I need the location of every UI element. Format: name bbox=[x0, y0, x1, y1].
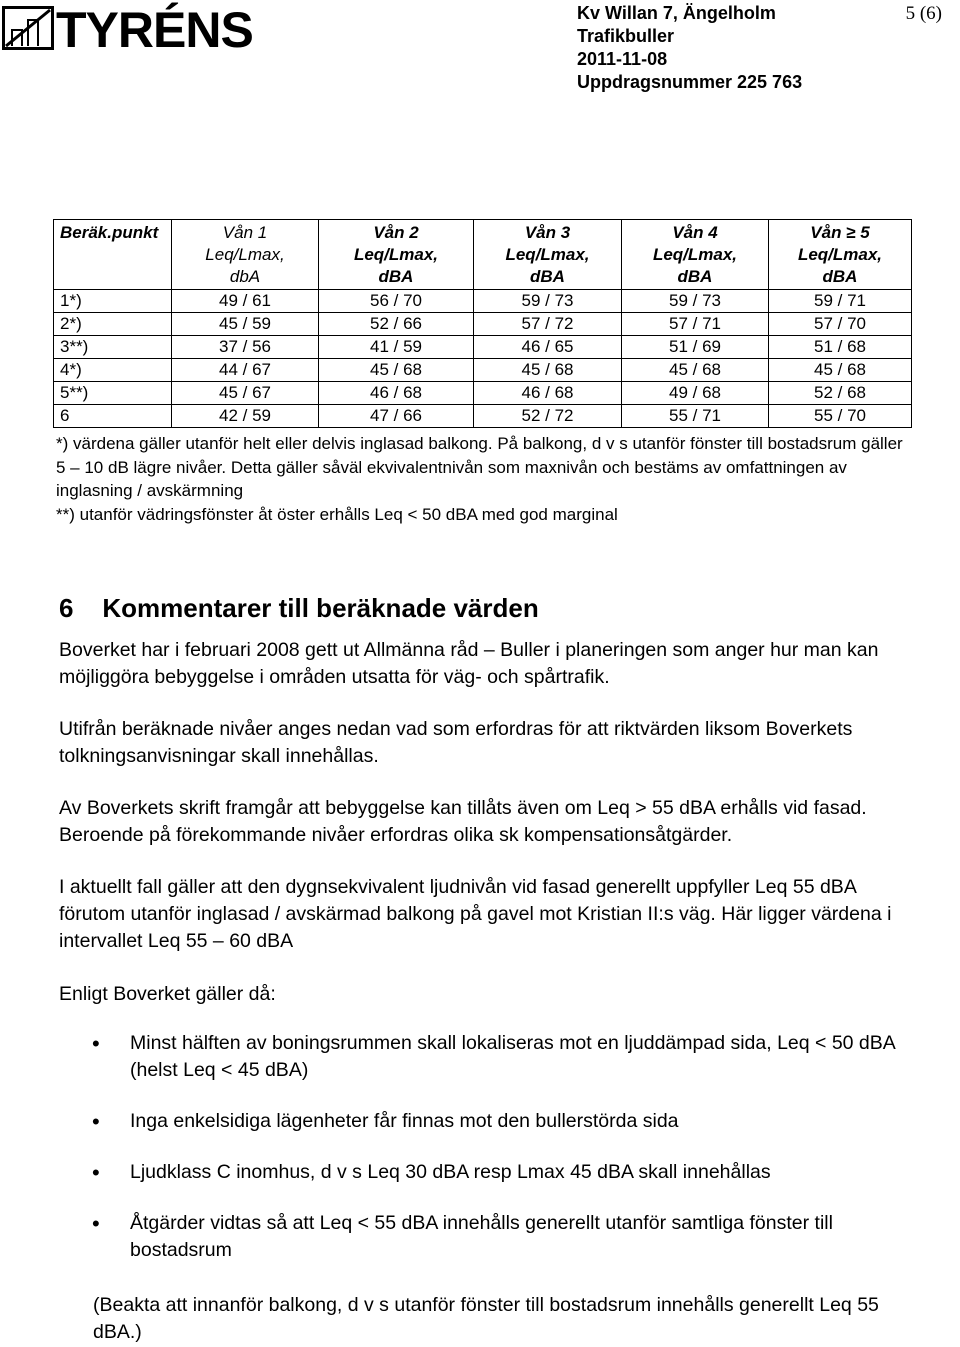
calc-point-cell: 4*) bbox=[54, 359, 172, 382]
level-cell: 45 / 68 bbox=[474, 359, 622, 382]
level-cell: 49 / 68 bbox=[622, 382, 769, 405]
column-header: Vån 4 Leq/Lmax, dBA bbox=[622, 220, 769, 290]
list-item: • Ljudklass C inomhus, d v s Leq 30 dBA resp Lmax 45 dBA skall innehållas bbox=[59, 1159, 909, 1186]
calc-point-cell: 3**) bbox=[54, 336, 172, 359]
column-header: Vån 1 Leq/Lmax, dbA bbox=[172, 220, 319, 290]
closing-note: (Beakta att innanför balkong, d v s utanför fönster till bostadsrum innehålls generellt Leq 55 dBA.) bbox=[93, 1294, 879, 1343]
table-row bbox=[54, 405, 912, 428]
level-cell: 59 / 73 bbox=[622, 290, 769, 313]
level-cell: 52 / 72 bbox=[474, 405, 622, 428]
level-cell: 57 / 72 bbox=[474, 313, 622, 336]
table-row bbox=[54, 336, 912, 359]
calc-point-cell: 5**) bbox=[54, 382, 172, 405]
page-number: 5 (6) bbox=[905, 3, 942, 24]
level-cell: 45 / 68 bbox=[622, 359, 769, 382]
paragraph: Enligt Boverket gäller då: bbox=[59, 983, 276, 1005]
paragraph: Utifrån beräknade nivåer anges nedan vad som erfordras för att riktvärden liksom Boverkets tolkningsanvisningar skall innehållas. bbox=[59, 718, 853, 767]
level-cell: 57 / 70 bbox=[769, 313, 912, 336]
table-row bbox=[54, 382, 912, 405]
level-cell: 56 / 70 bbox=[319, 290, 474, 313]
calc-point-cell: 1*) bbox=[54, 290, 172, 313]
section-heading: 6 Kommentarer till beräknade värden bbox=[59, 593, 539, 623]
level-cell: 44 / 67 bbox=[172, 359, 319, 382]
table-row bbox=[54, 359, 912, 382]
level-cell: 46 / 65 bbox=[474, 336, 622, 359]
level-cell: 59 / 71 bbox=[769, 290, 912, 313]
level-cell: 45 / 68 bbox=[319, 359, 474, 382]
level-cell: 49 / 61 bbox=[172, 290, 319, 313]
column-header: Vån 3 Leq/Lmax, dBA bbox=[474, 220, 622, 290]
tyrens-logo-icon bbox=[2, 6, 54, 50]
noise-results-table bbox=[53, 219, 912, 428]
level-cell: 45 / 67 bbox=[172, 382, 319, 405]
level-cell: 45 / 68 bbox=[769, 359, 912, 382]
column-header: Vån 2 Leq/Lmax, dBA bbox=[319, 220, 474, 290]
document-date: 2011-11-08 bbox=[577, 49, 668, 69]
list-item: • Inga enkelsidiga lägenheter får finnas mot den bullerstörda sida bbox=[59, 1108, 909, 1135]
level-cell: 45 / 59 bbox=[172, 313, 319, 336]
note-vent-window: **) utanför vädringsfönster åt öster erhålls Leq < 50 dBA med god marginal bbox=[56, 504, 618, 524]
level-cell: 55 / 71 bbox=[622, 405, 769, 428]
list-item: • Åtgärder vidtas så att Leq < 55 dBA innehålls generellt utanför samtliga fönster till bostadsrum bbox=[59, 1210, 909, 1264]
level-cell: 52 / 68 bbox=[769, 382, 912, 405]
paragraph: Av Boverkets skrift framgår att bebyggelse kan tillåts även om Leq > 55 dBA erhålls vid fasad. Beroende på förekommande nivåer erfordras olika sk kompensationsåtgärder. bbox=[59, 797, 867, 846]
level-cell: 51 / 68 bbox=[769, 336, 912, 359]
note-balcony: *) värdena gäller utanför helt eller delvis inglasad balkong. På balkong, d v s utanför fönster till bostadsrum gäller 5 – 10 dB lägre nivåer. Detta gäller såväl ekvivalentnivån som maxnivån och bestäms av omfattningen av inglasning / avskärmning bbox=[56, 434, 903, 500]
calc-point-cell: 2*) bbox=[54, 313, 172, 336]
paragraph: I aktuellt fall gäller att den dygnsekvivalent ljudnivån vid fasad generellt uppfyller Leq 55 dBA förutom utanför inglasad / avskärmad balkong på gavel mot Kristian II:s väg. Här ligger värdena i intervallet Leq 55 – 60 dBA bbox=[59, 876, 892, 952]
level-cell: 55 / 70 bbox=[769, 405, 912, 428]
paragraph: Boverket har i februari 2008 gett ut Allmänna råd – Buller i planeringen som anger hur man kan möjliggöra bebyggelse i områden utsatta för väg- och spårtrafik. bbox=[59, 639, 879, 688]
document-meta bbox=[577, 2, 802, 94]
level-cell: 46 / 68 bbox=[319, 382, 474, 405]
level-cell: 47 / 66 bbox=[319, 405, 474, 428]
level-cell: 57 / 71 bbox=[622, 313, 769, 336]
assignment-number: Uppdragsnummer 225 763 bbox=[577, 72, 803, 92]
level-cell: 59 / 73 bbox=[474, 290, 622, 313]
level-cell: 52 / 66 bbox=[319, 313, 474, 336]
level-cell: 37 / 56 bbox=[172, 336, 319, 359]
level-cell: 46 / 68 bbox=[474, 382, 622, 405]
requirements-list bbox=[59, 1030, 909, 1264]
column-header: Beräk.punkt bbox=[54, 220, 172, 290]
level-cell: 51 / 69 bbox=[622, 336, 769, 359]
level-cell: 41 / 59 bbox=[319, 336, 474, 359]
company-name: TYRÉNS bbox=[56, 2, 253, 58]
list-item: • Minst hälften av boningsrummen skall lokaliseras mot en ljuddämpad sida, Leq < 50 dBA (helst Leq < 45 dBA) bbox=[59, 1030, 909, 1084]
document-subject: Trafikbuller bbox=[577, 26, 675, 46]
table-row bbox=[54, 313, 912, 336]
table-row bbox=[54, 290, 912, 313]
table-notes bbox=[56, 432, 916, 526]
table-header-row bbox=[54, 220, 912, 290]
column-header: Vån ≥ 5 Leq/Lmax, dBA bbox=[769, 220, 912, 290]
calc-point-cell: 6 bbox=[54, 405, 172, 428]
project-name: Kv Willan 7, Ängelholm bbox=[577, 3, 776, 23]
level-cell: 42 / 59 bbox=[172, 405, 319, 428]
